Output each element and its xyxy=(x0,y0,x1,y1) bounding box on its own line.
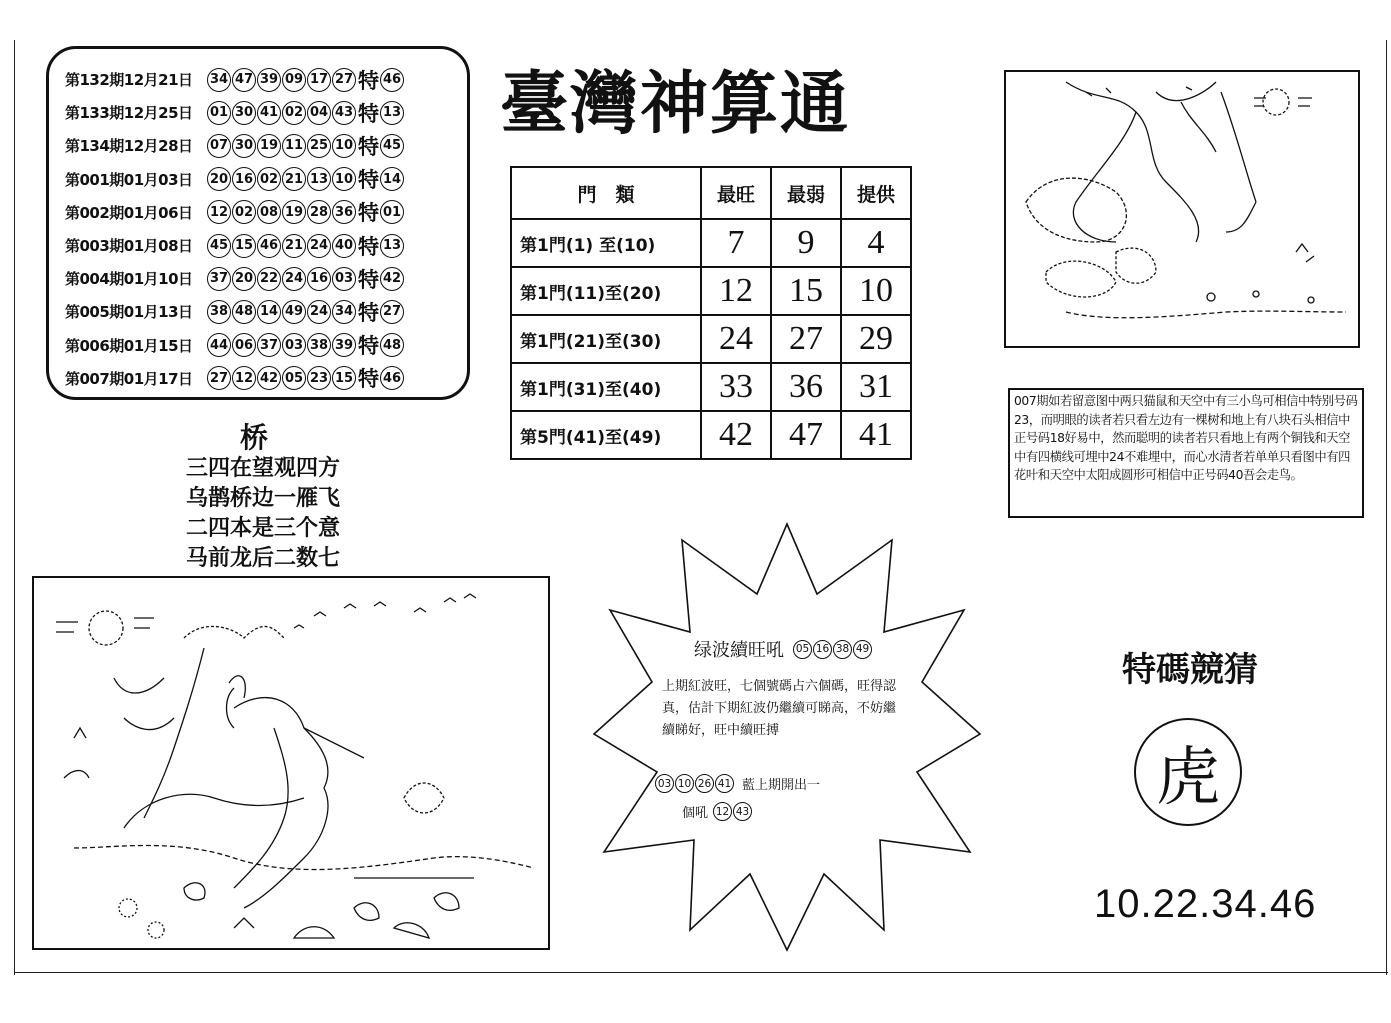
number-ball: 20 xyxy=(232,267,256,291)
door-header-provide: 提供 xyxy=(841,167,911,219)
draw-label: 第001期01月03日 xyxy=(65,170,193,189)
special-number-ball: 46 xyxy=(380,68,404,92)
number-ball: 49 xyxy=(853,640,872,659)
star-title xyxy=(694,636,872,662)
special-number-ball: 13 xyxy=(380,101,404,125)
number-ball: 22 xyxy=(257,267,281,291)
number-ball: 43 xyxy=(332,101,356,125)
special-number-ball: 13 xyxy=(380,234,404,258)
door-hot: 24 xyxy=(701,315,771,363)
number-ball: 49 xyxy=(282,300,306,324)
table-row xyxy=(511,219,911,267)
number-ball: 39 xyxy=(257,68,281,92)
special-marker: 特 xyxy=(358,300,379,325)
draw-row xyxy=(65,229,467,262)
zodiac-text: 虎 xyxy=(1156,741,1220,815)
door-provide: 29 xyxy=(841,315,911,363)
number-ball: 02 xyxy=(257,167,281,191)
number-ball: 43 xyxy=(733,802,752,821)
door-cold: 27 xyxy=(771,315,841,363)
special-number-ball: 48 xyxy=(380,333,404,357)
number-ball: 40 xyxy=(332,234,356,258)
number-ball: 27 xyxy=(332,68,356,92)
draw-label: 第002期01月06日 xyxy=(65,203,193,222)
table-row xyxy=(511,363,911,411)
draw-row xyxy=(65,262,467,295)
number-ball: 48 xyxy=(232,300,256,324)
poem-line: 三四在望观四方 xyxy=(186,456,341,481)
number-ball: 09 xyxy=(282,68,306,92)
special-marker: 特 xyxy=(358,101,379,126)
door-hot: 33 xyxy=(701,363,771,411)
special-number-ball: 01 xyxy=(380,200,404,224)
number-ball: 37 xyxy=(207,267,231,291)
poem xyxy=(186,454,340,574)
number-ball: 24 xyxy=(307,300,331,324)
number-ball: 21 xyxy=(282,234,306,258)
number-ball: 30 xyxy=(232,134,256,158)
draw-row xyxy=(65,295,467,328)
number-ball: 16 xyxy=(307,267,331,291)
riddle-illustration-cats xyxy=(1004,70,1360,348)
number-ball: 05 xyxy=(793,640,812,659)
number-ball: 12 xyxy=(232,366,256,390)
number-ball: 02 xyxy=(232,200,256,224)
star-line-1-text: 藍上期開出一 xyxy=(742,778,821,793)
star-line-1 xyxy=(654,774,820,793)
draw-label: 第003期01月08日 xyxy=(65,237,193,256)
number-ball: 03 xyxy=(655,774,674,793)
draw-row xyxy=(65,362,467,395)
number-ball: 16 xyxy=(232,167,256,191)
riddle-illustration-warrior xyxy=(32,576,550,950)
poem-line: 马前龙后二数七 xyxy=(186,546,341,571)
door-cold: 47 xyxy=(771,411,841,459)
door-header-hot: 最旺 xyxy=(701,167,771,219)
number-ball: 03 xyxy=(332,267,356,291)
number-ball: 19 xyxy=(257,134,281,158)
special-number-ball: 27 xyxy=(380,300,404,324)
number-ball: 12 xyxy=(207,200,231,224)
special-marker: 特 xyxy=(358,134,379,159)
star-line-2-text: 個吼 xyxy=(682,806,709,821)
draw-label: 第133期12月25日 xyxy=(65,104,193,123)
number-ball: 02 xyxy=(282,101,306,125)
door-cold: 36 xyxy=(771,363,841,411)
number-ball: 11 xyxy=(282,134,306,158)
number-ball: 41 xyxy=(257,101,281,125)
number-ball: 38 xyxy=(833,640,852,659)
number-ball: 34 xyxy=(332,300,356,324)
frame-bottom-rule xyxy=(14,972,1388,973)
door-provide: 41 xyxy=(841,411,911,459)
guess-title: 特碼競猜 xyxy=(1122,650,1258,690)
draw-label: 第005期01月13日 xyxy=(65,303,193,322)
draw-label: 第006期01月15日 xyxy=(65,336,193,355)
number-ball: 23 xyxy=(307,366,331,390)
draw-row xyxy=(65,63,467,96)
number-ball: 21 xyxy=(282,167,306,191)
number-ball: 24 xyxy=(282,267,306,291)
number-ball: 14 xyxy=(257,300,281,324)
number-ball: 05 xyxy=(282,366,306,390)
door-label: 第1門(11)至(20) xyxy=(511,267,701,315)
door-cold: 15 xyxy=(771,267,841,315)
number-ball: 20 xyxy=(207,167,231,191)
draw-row xyxy=(65,96,467,129)
special-marker: 特 xyxy=(358,367,379,392)
draw-row xyxy=(65,329,467,362)
draw-history-box xyxy=(46,46,470,400)
number-ball: 10 xyxy=(332,167,356,191)
door-provide: 4 xyxy=(841,219,911,267)
number-ball: 01 xyxy=(207,101,231,125)
special-number-ball: 46 xyxy=(380,366,404,390)
draw-label: 第132期12月21日 xyxy=(65,71,193,90)
table-row xyxy=(511,267,911,315)
door-hot: 12 xyxy=(701,267,771,315)
special-marker: 特 xyxy=(358,334,379,359)
guess-numbers: 10.22.34.46 xyxy=(1094,882,1317,926)
number-ball: 28 xyxy=(307,200,331,224)
door-provide: 10 xyxy=(841,267,911,315)
number-ball: 15 xyxy=(232,234,256,258)
draw-label: 第004期01月10日 xyxy=(65,270,193,289)
zodiac-circle xyxy=(1134,718,1242,826)
frame-right-rule xyxy=(1386,40,1387,975)
table-row xyxy=(511,315,911,363)
number-ball: 27 xyxy=(207,366,231,390)
door-hot: 7 xyxy=(701,219,771,267)
number-ball: 24 xyxy=(307,234,331,258)
number-ball: 10 xyxy=(332,134,356,158)
door-hot: 42 xyxy=(701,411,771,459)
number-ball: 42 xyxy=(257,366,281,390)
number-ball: 17 xyxy=(307,68,331,92)
star-line-2 xyxy=(682,802,752,821)
number-ball: 47 xyxy=(232,68,256,92)
star-title-text: 绿波續旺吼 xyxy=(694,640,784,661)
draw-row xyxy=(65,196,467,229)
draw-row xyxy=(65,129,467,162)
poem-line: 乌鹊桥边一雁飞 xyxy=(186,486,341,511)
door-header-cold: 最弱 xyxy=(771,167,841,219)
number-ball: 08 xyxy=(257,200,281,224)
door-cold: 9 xyxy=(771,219,841,267)
number-ball: 45 xyxy=(207,234,231,258)
draw-label: 第007期01月17日 xyxy=(65,369,193,388)
number-ball: 07 xyxy=(207,134,231,158)
number-ball: 46 xyxy=(257,234,281,258)
number-ball: 16 xyxy=(813,640,832,659)
number-ball: 15 xyxy=(332,366,356,390)
draw-row xyxy=(65,163,467,196)
frame-left-rule xyxy=(14,40,15,975)
door-label: 第1門(21)至(30) xyxy=(511,315,701,363)
door-label: 第1門(31)至(40) xyxy=(511,363,701,411)
number-ball: 41 xyxy=(715,774,734,793)
number-ball: 12 xyxy=(713,802,732,821)
number-ball: 26 xyxy=(695,774,714,793)
number-ball: 36 xyxy=(332,200,356,224)
special-number-ball: 14 xyxy=(380,167,404,191)
table-row xyxy=(511,411,911,459)
special-marker: 特 xyxy=(358,68,379,93)
number-ball: 03 xyxy=(282,333,306,357)
door-provide: 31 xyxy=(841,363,911,411)
riddle-hint-text: 007期如若留意图中两只猫鼠和天空中有三小鸟可相信中特别号码23，而明眼的读者若只看左边有一棵树和地上有八块石头相信中正号码18好易中，然而聪明的读者若只看地上有两个铜钱和天空中有四横线可埋中24不难埋中，而心水清者若单单只看图中有四花叶和天空中太阳成圆形可相信中正号码40吾会走鸟。 xyxy=(1008,388,1364,518)
number-ball: 19 xyxy=(282,200,306,224)
number-ball: 13 xyxy=(307,167,331,191)
poem-title: 桥 xyxy=(240,421,269,454)
star-paragraph: 上期紅波旺，七個號碼占六個碼，旺得認真，估計下期紅波仍繼續可睇高，不妨繼續睇好，旺中續旺搏 xyxy=(662,679,897,738)
door-header-category: 門 類 xyxy=(511,167,701,219)
special-marker: 特 xyxy=(358,267,379,292)
number-ball: 39 xyxy=(332,333,356,357)
special-number-ball: 42 xyxy=(380,267,404,291)
special-number-ball: 45 xyxy=(380,134,404,158)
number-ball: 06 xyxy=(232,333,256,357)
draw-label: 第134期12月28日 xyxy=(65,137,193,156)
number-ball: 04 xyxy=(307,101,331,125)
number-ball: 44 xyxy=(207,333,231,357)
door-label: 第5門(41)至(49) xyxy=(511,411,701,459)
number-ball: 38 xyxy=(307,333,331,357)
door-label: 第1門(1) 至(10) xyxy=(511,219,701,267)
special-marker: 特 xyxy=(358,201,379,226)
number-ball: 30 xyxy=(232,101,256,125)
special-marker: 特 xyxy=(358,168,379,193)
number-ball: 10 xyxy=(675,774,694,793)
door-table xyxy=(510,166,912,460)
number-ball: 37 xyxy=(257,333,281,357)
number-ball: 25 xyxy=(307,134,331,158)
poem-line: 二四本是三个意 xyxy=(186,516,341,541)
special-marker: 特 xyxy=(358,234,379,259)
number-ball: 38 xyxy=(207,300,231,324)
number-ball: 34 xyxy=(207,68,231,92)
page-title: 臺灣神算通 xyxy=(500,64,851,144)
